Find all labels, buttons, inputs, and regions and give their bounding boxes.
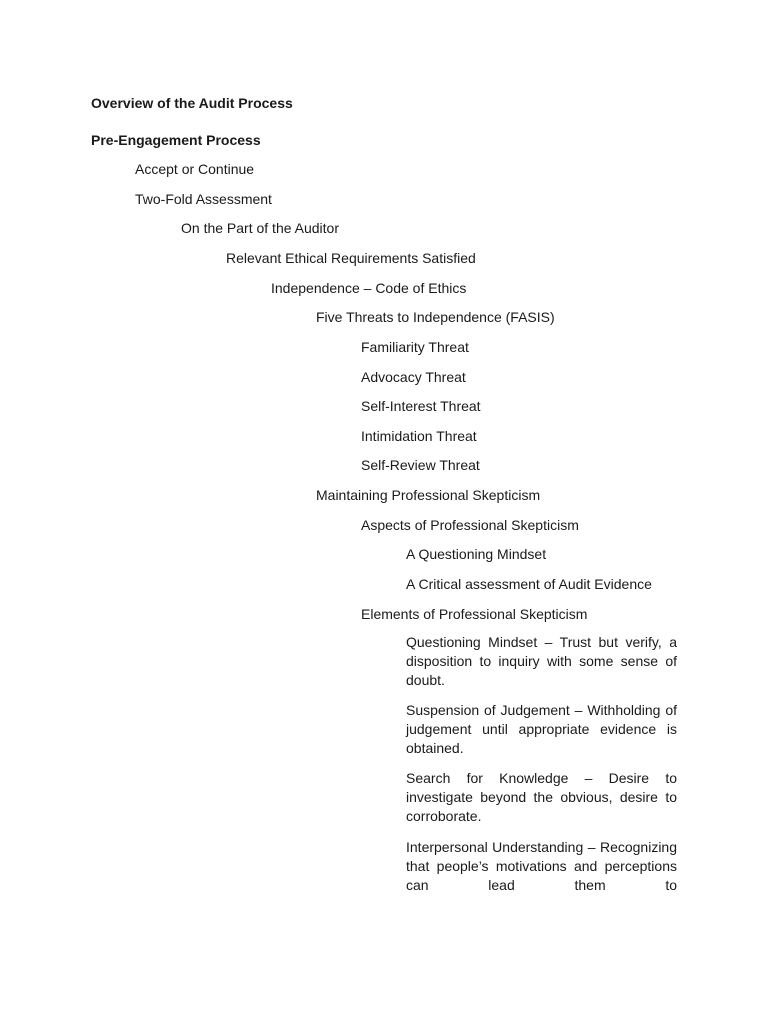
outline-item: Intimidation Threat (361, 428, 477, 444)
outline-item: Relevant Ethical Requirements Satisfied (226, 250, 476, 266)
outline-item: Accept or Continue (135, 161, 255, 177)
section-heading: Pre-Engagement Process (91, 132, 261, 148)
outline-item: Maintaining Professional Skepticism (316, 487, 541, 503)
outline-item: Advocacy Threat (361, 369, 466, 385)
outline-item: Familiarity Threat (361, 339, 469, 355)
body-paragraph: Questioning Mindset – Trust but verify, a disposition to inquiry with some sense of doubt. (406, 634, 677, 688)
outline-item: Self-Interest Threat (361, 398, 481, 414)
outline-item: Aspects of Professional Skepticism (361, 517, 579, 533)
body-paragraph: Search for Knowledge – Desire to investigate beyond the obvious, desire to corroborate. (406, 770, 677, 824)
body-paragraph: Suspension of Judgement – Withholding of judgement until appropriate evidence is obtained. (406, 702, 677, 756)
outline-item: A Critical assessment of Audit Evidence (406, 576, 652, 592)
outline-item: Five Threats to Independence (FASIS) (316, 309, 555, 325)
outline-item: A Questioning Mindset (406, 546, 547, 562)
outline-item: Self-Review Threat (361, 457, 480, 473)
body-paragraph: Interpersonal Understanding – Recognizing that people’s motivations and perceptions can lead them to (406, 839, 677, 893)
outline-item: Two-Fold Assessment (135, 191, 272, 207)
outline-item: Independence – Code of Ethics (271, 280, 467, 296)
outline-item: Elements of Professional Skepticism (361, 606, 588, 622)
outline-item: On the Part of the Auditor (181, 220, 339, 236)
document-title: Overview of the Audit Process (91, 95, 293, 111)
